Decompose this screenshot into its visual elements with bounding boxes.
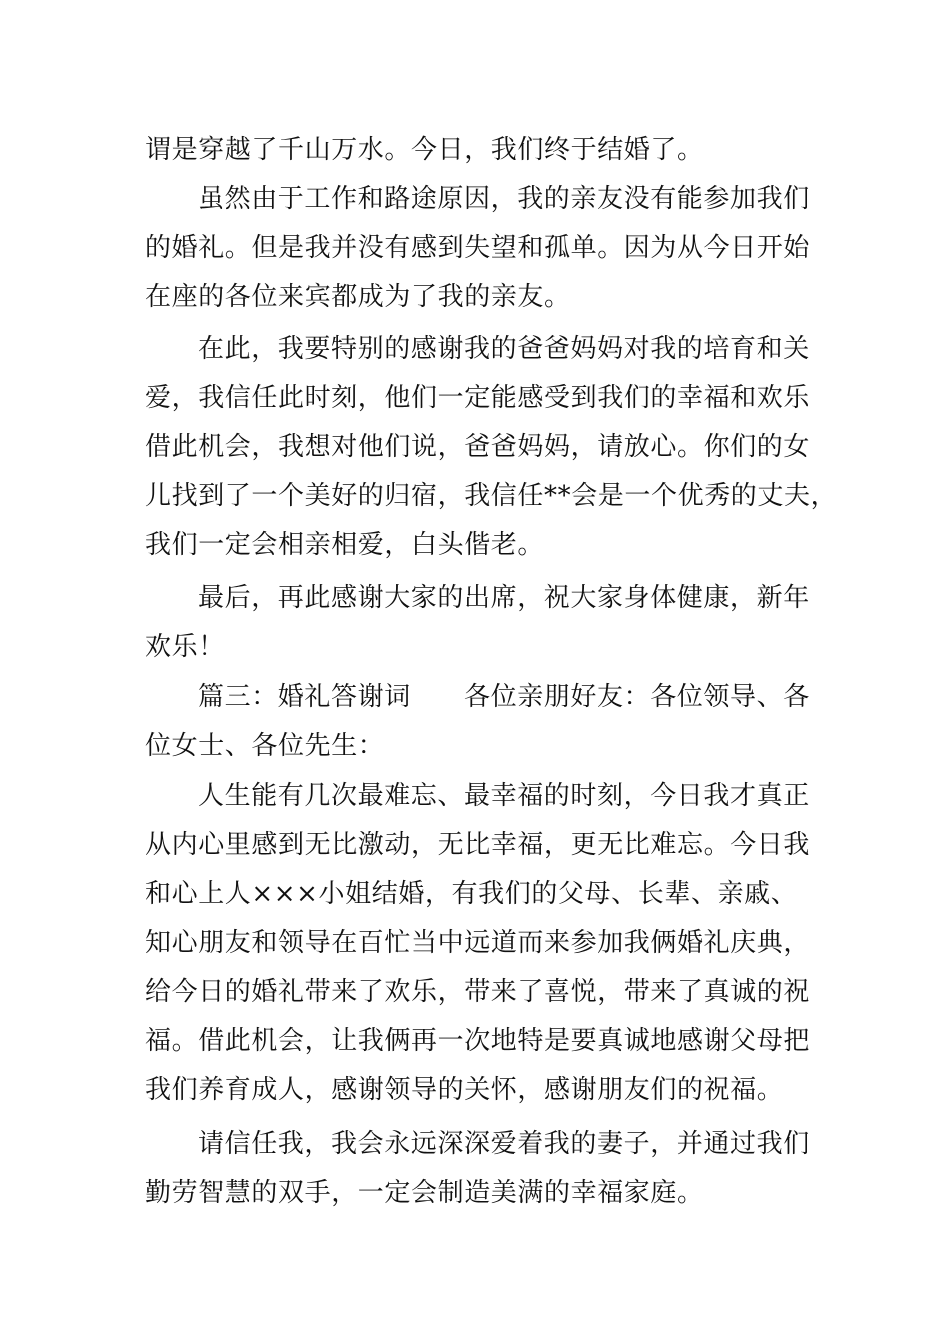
text-line: 知心朋友和领导在百忙当中远道而来参加我俩婚礼庆典， [145,928,811,958]
text-line: 从内心里感到无比激动，无比幸福，更无比难忘。今日我 [145,830,811,860]
text-line: 勤劳智慧的双手，一定会制造美满的幸福家庭。 [145,1178,704,1208]
text-line: 在座的各位来宾都成为了我的亲友。 [145,282,571,312]
paragraph-first-line: 请信任我，我会永远深深爱着我的妻子，并通过我们 [198,1129,810,1159]
text-line: 爱，我信任此时刻，他们一定能感受到我们的幸福和欢乐 [145,383,811,413]
section-heading-line: 篇三：婚礼答谢词 各位亲朋好友：各位领导、各 [198,682,810,712]
text-line: 位女士、各位先生： [145,731,385,761]
paragraph-first-line: 最后，再此感谢大家的出席，祝大家身体健康，新年 [198,583,810,613]
paragraph-first-line: 人生能有几次最难忘、最幸福的时刻，今日我才真正 [198,781,810,811]
text-line: 欢乐！ [145,632,225,662]
text-line: 谓是穿越了千山万水。今日，我们终于结婚了。 [145,135,704,165]
text-line: 借此机会，我想对他们说，爸爸妈妈，请放心。你们的女 [145,432,811,462]
text-line: 我们养育成人，感谢领导的关怀，感谢朋友们的祝福。 [145,1075,784,1105]
text-line: 我们一定会相亲相爱，白头偕老。 [145,530,545,560]
text-line: 给今日的婚礼带来了欢乐，带来了喜悦，带来了真诚的祝 [145,977,811,1007]
text-line: 的婚礼。但是我并没有感到失望和孤单。因为从今日开始 [145,233,811,263]
paragraph-first-line: 虽然由于工作和路途原因，我的亲友没有能参加我们 [198,184,810,214]
text-line: 儿找到了一个美好的归宿，我信任**会是一个优秀的丈夫， [145,481,838,511]
text-line: 福。借此机会，让我俩再一次地特是要真诚地感谢父母把 [145,1026,811,1056]
paragraph-first-line: 在此，我要特别的感谢我的爸爸妈妈对我的培育和关 [198,334,810,364]
text-line: 和心上人×××小姐结婚，有我们的父母、长辈、亲戚、 [145,879,798,909]
